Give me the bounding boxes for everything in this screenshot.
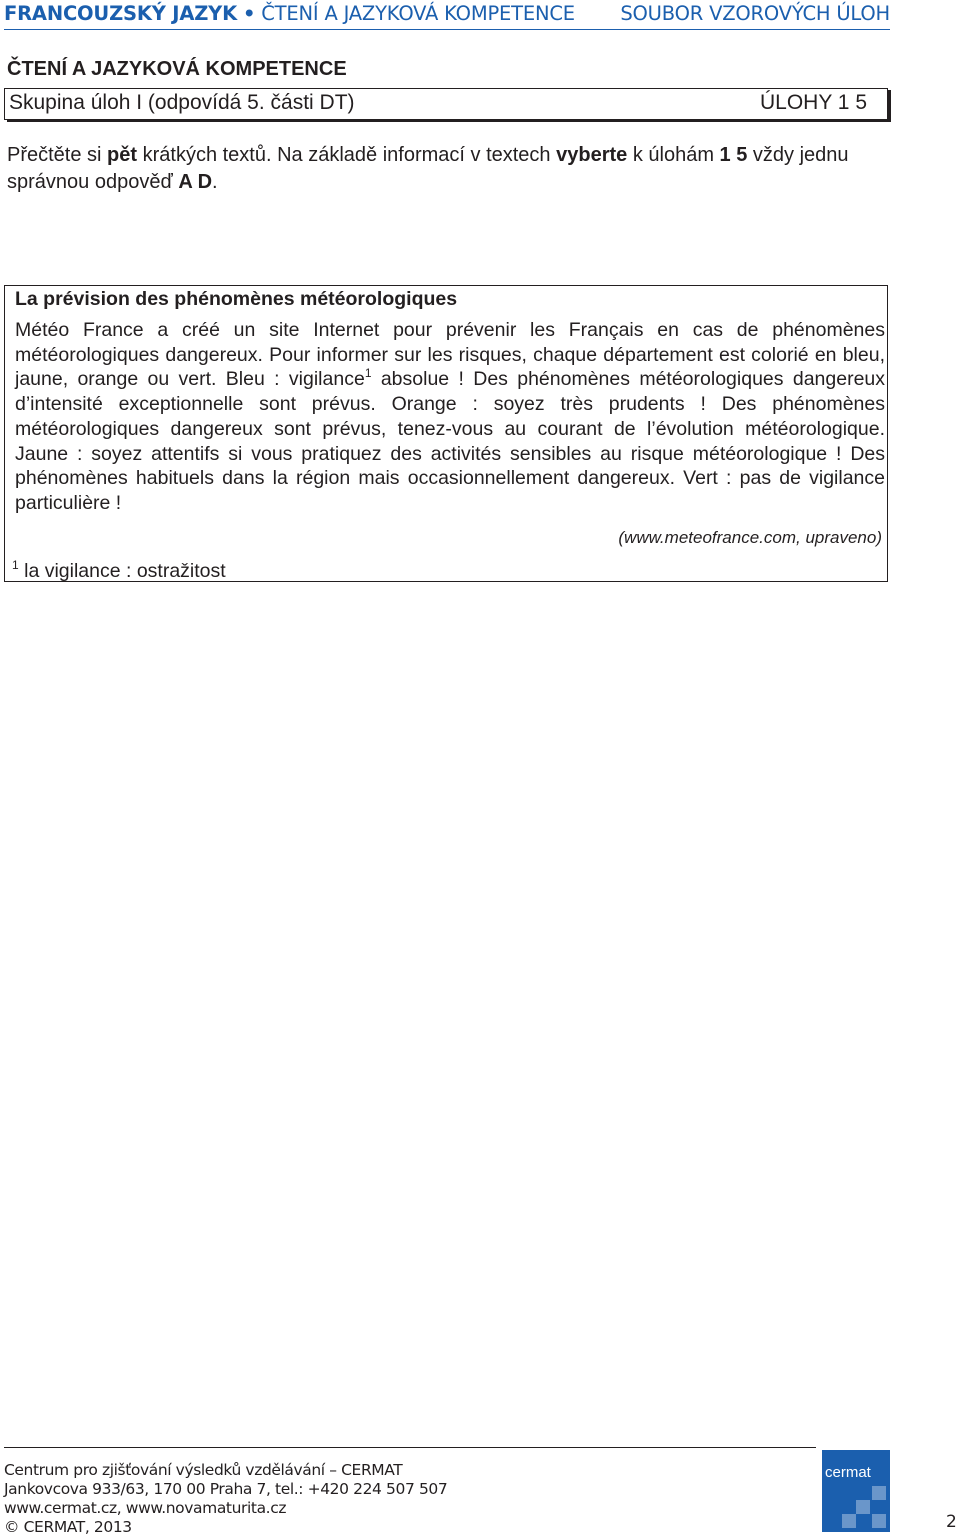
header-subject: FRANCOUZSKÝ JAZYK [4, 2, 237, 25]
footnote-mark: 1 [364, 366, 372, 381]
logo-square [872, 1486, 886, 1500]
instructions-bold: A D [178, 171, 213, 193]
task-group-label: Skupina úloh I (odpovídá 5. části DT) [9, 91, 355, 114]
instructions-text: k úlohám [627, 144, 720, 166]
footer-org: Centrum pro zjišťování výsledků vzdělávání – CERMAT [4, 1461, 403, 1479]
instructions [7, 142, 877, 196]
section-title: ČTENÍ A JAZYKOVÁ KOMPETENCE [7, 58, 347, 80]
cermat-logo [822, 1450, 890, 1532]
instructions-text: Přečtěte si [7, 144, 108, 166]
task-range-label: ÚLOHY 1 5 [760, 91, 867, 114]
text-title: La prévision des phénomènes météorologiques [15, 288, 458, 310]
instructions-text: krátkých textů. Na základě informací v textech [137, 144, 557, 166]
text-body [15, 318, 885, 516]
footnote-number: 1 [12, 558, 19, 572]
footnote [12, 560, 226, 583]
footer-websites: www.cermat.cz, www.novamaturita.cz [4, 1499, 287, 1517]
logo-square [842, 1514, 856, 1528]
instructions-text: vždy jednu správnou odpověď [7, 144, 849, 193]
page-header [4, 0, 890, 30]
logo-square [872, 1514, 886, 1528]
instructions-text: . [212, 171, 218, 193]
instructions-bold: pět [107, 144, 138, 166]
logo-square [856, 1500, 870, 1514]
text-body-part: Météo France a créé un site Internet pour prévenir les Français en cas de phénomènes météorologiques dangereux. Pour informer sur les risques, chaque département est colorié en bleu, jaune, orange ou vert. Bleu : vigilance [15, 319, 885, 391]
page-footer [4, 1461, 447, 1537]
reading-text-box [4, 285, 888, 582]
source-url: (www.meteofrance.com [618, 528, 796, 547]
header-rule [4, 29, 890, 30]
text-body-part: absolue ! Des phénomènes météorologiques dangereux d’intensité exceptionnelle sont prévus. Orange : soyez très prudents ! Des phénomènes météorologiques dangereux sont prévus, tenez-vous au courant de l’évolution météorologique. Jaune : soyez attentifs si vous pratiquez des activités sensibles au risque météorologique ! Des phénomènes habituels dans la région mais occasionnellement dangereux. Vert : pas de vigilance particulière ! [15, 368, 886, 514]
header-separator: • [243, 2, 256, 25]
page-number: 2 [946, 1512, 957, 1532]
logo-wordmark: cermat [825, 1464, 871, 1481]
footer-copyright: © CERMAT, 2013 [4, 1518, 132, 1536]
instructions-bold: 1 5 [719, 144, 748, 166]
footer-address: Jankovcova 933/63, 170 00 Praha 7, tel.: +420 224 507 507 [4, 1480, 448, 1498]
footer-rule [4, 1447, 816, 1448]
text-source [618, 528, 882, 548]
instructions-bold: vyberte [556, 144, 628, 166]
header-section: ČTENÍ A JAZYKOVÁ KOMPETENCE [261, 2, 575, 25]
header-collection: SOUBOR VZOROVÝCH ÚLOH [620, 2, 890, 25]
source-note: , upraveno) [796, 528, 882, 547]
header-subject-line [4, 2, 575, 25]
footnote-text: la vigilance : ostražitost [18, 560, 226, 582]
task-group-bar [4, 88, 888, 120]
